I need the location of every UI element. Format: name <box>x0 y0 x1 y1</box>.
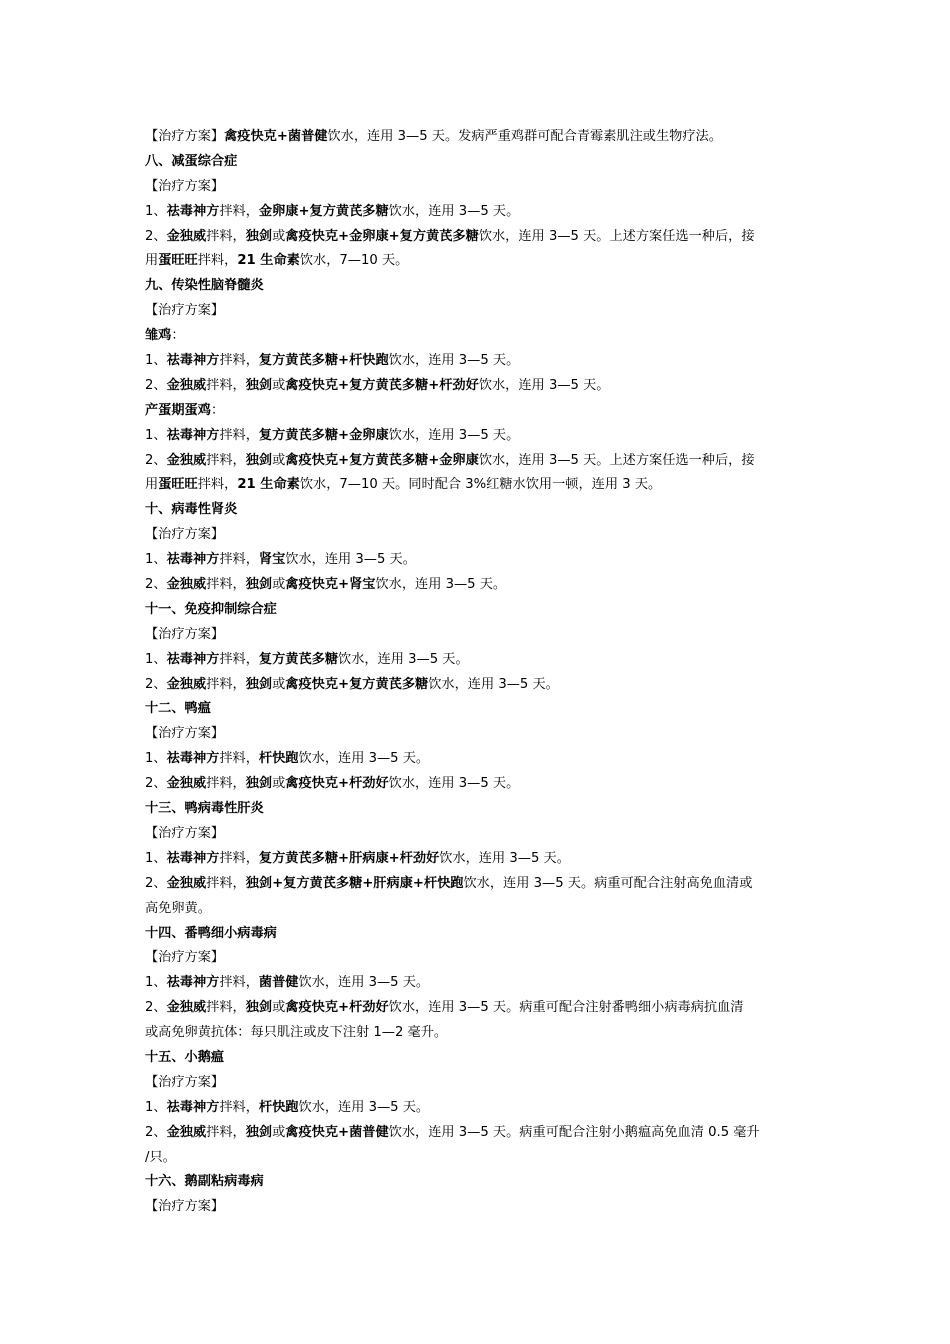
text-segment: 2、 <box>145 1124 167 1140</box>
text-line <box>145 648 815 673</box>
text-segment: 或 <box>272 1124 286 1140</box>
text-segment: 饮水，连用 3—5 天。 <box>439 850 570 866</box>
text-segment: 拌料， <box>197 477 238 493</box>
text-segment: 或 <box>272 776 286 792</box>
bold-term: 禽疫快克+菌普健 <box>285 1124 389 1140</box>
text-segment: 饮水，连用 3—5 天。病重可配合注射番鸭细小病毒病抗血清 <box>388 1000 744 1016</box>
text-line <box>145 1096 815 1121</box>
text-segment: 1、 <box>145 552 167 568</box>
text-line <box>145 349 815 374</box>
bold-term: 祛毒神方 <box>166 751 220 767</box>
bold-term: 金独威 <box>166 1124 207 1140</box>
text-segment: 拌料， <box>219 975 259 991</box>
bold-term: 肾宝 <box>258 552 286 568</box>
text-segment: 饮水，连用 3—5 天。 <box>388 427 520 443</box>
text-segment: 饮水，连用 3—5 天。 <box>388 203 520 219</box>
text-segment: 拌料， <box>219 751 259 767</box>
bold-term: 九、传染性脑脊髓炎 <box>145 278 264 294</box>
bold-term: 独剑 <box>245 676 273 692</box>
text-segment: 【治疗方案】 <box>145 129 225 144</box>
text-segment: 饮水，连用 3—5 天。 <box>388 776 520 792</box>
text-line <box>145 125 815 150</box>
text-segment: 拌料， <box>206 452 246 468</box>
text-segment: 【治疗方案】 <box>145 527 225 543</box>
bold-term: 十三、鸭病毒性肝炎 <box>145 801 264 817</box>
bold-term: 禽疫快克+杆劲好 <box>285 1000 389 1016</box>
bold-term: 蛋旺旺 <box>158 477 198 493</box>
bold-term: 独剑 <box>245 228 273 244</box>
text-segment: 饮水，连用 3—5 天。 <box>298 975 430 991</box>
bold-term: 产蛋期蛋鸡 <box>145 402 211 418</box>
text-segment: 拌料， <box>219 552 259 568</box>
bold-term: 禽疫快克+复方黄芪多糖+金卵康 <box>285 452 479 468</box>
text-line <box>145 548 815 573</box>
text-segment: /只。 <box>145 1149 176 1165</box>
text-segment: 饮水，连用 3—5 天。 <box>285 552 416 568</box>
text-line <box>145 249 815 274</box>
text-line <box>145 971 815 996</box>
document-page <box>145 125 815 1220</box>
bold-term: 十四、番鸭细小病毒病 <box>145 925 277 941</box>
bold-term: 复方黄芪多糖+金卵康 <box>258 427 389 443</box>
text-line <box>145 1021 815 1046</box>
text-segment: 饮水，连用 3—5 天。上述方案任选一种后，接 <box>478 228 755 244</box>
text-segment: 或 <box>272 228 286 244</box>
text-segment: 饮水，连用 3—5 天。 <box>298 1099 430 1115</box>
text-line <box>145 424 815 449</box>
text-line <box>145 673 815 698</box>
bold-term: 菌普健 <box>258 975 299 991</box>
bold-term: 金独威 <box>166 776 207 792</box>
section-heading <box>145 797 815 822</box>
text-segment: 拌料， <box>206 577 246 593</box>
text-segment: 2、 <box>145 875 167 891</box>
bold-term: 独剑 <box>245 1124 273 1140</box>
text-line <box>145 175 815 200</box>
text-segment: 饮水，连用 3—5 天。病重可配合注射小鹅瘟高免血清 0.5 毫升 <box>388 1124 760 1140</box>
bold-term: 复方黄芪多糖+肝病康+杆劲好 <box>258 850 440 866</box>
bold-term: 祛毒神方 <box>166 353 220 369</box>
text-segment: 饮水，连用 3—5 天。 <box>388 353 520 369</box>
text-segment: 或 <box>272 1000 286 1016</box>
bold-term: 独剑+复方黄芪多糖+肝病康+杆快跑 <box>245 875 464 891</box>
text-segment: 1、 <box>145 1099 167 1115</box>
text-line <box>145 573 815 598</box>
text-segment: 拌料， <box>219 651 259 667</box>
text-segment: 【治疗方案】 <box>145 626 225 642</box>
text-line <box>145 399 815 424</box>
bold-term: 十五、小鹅瘟 <box>145 1049 225 1065</box>
section-heading <box>145 150 815 175</box>
text-segment: 2、 <box>145 776 167 792</box>
text-line <box>145 847 815 872</box>
text-segment: 用 <box>145 253 159 269</box>
text-segment: 2、 <box>145 577 167 593</box>
bold-term: 金独威 <box>166 875 207 891</box>
bold-term: 十二、鸭瘟 <box>145 701 211 717</box>
text-segment: 饮水，连用 3—5 天。病重可配合注射高免血清或 <box>463 875 753 891</box>
text-line <box>145 1121 815 1146</box>
bold-term: 金卵康+复方黄芪多糖 <box>258 203 389 219</box>
text-segment: 1、 <box>145 427 167 443</box>
text-line <box>145 1195 815 1220</box>
bold-term: 祛毒神方 <box>166 850 220 866</box>
bold-term: 独剑 <box>245 452 273 468</box>
text-line <box>145 747 815 772</box>
text-segment: 拌料， <box>219 850 259 866</box>
text-segment: 用 <box>145 477 159 493</box>
bold-term: 祛毒神方 <box>166 203 220 219</box>
text-line <box>145 623 815 648</box>
text-segment: 饮水，连用 3—5 天。发病严重鸡群可配合青霉素肌注或生物疗法。 <box>327 129 722 144</box>
text-segment: 1、 <box>145 651 167 667</box>
bold-term: 独剑 <box>245 776 273 792</box>
text-segment: 1、 <box>145 203 167 219</box>
bold-term: 独剑 <box>245 577 273 593</box>
text-line <box>145 1071 815 1096</box>
bold-term: 金独威 <box>166 452 207 468</box>
bold-term: 祛毒神方 <box>166 552 220 568</box>
text-segment: 2、 <box>145 676 167 692</box>
text-segment: 【治疗方案】 <box>145 825 225 841</box>
text-segment: 或 <box>272 577 286 593</box>
text-segment: 或 <box>272 452 286 468</box>
text-line <box>145 822 815 847</box>
text-segment: 拌料， <box>219 1099 259 1115</box>
section-heading <box>145 1046 815 1071</box>
text-line <box>145 449 815 474</box>
bold-term: 祛毒神方 <box>166 975 220 991</box>
text-segment: 饮水，连用 3—5 天。 <box>298 751 430 767</box>
text-segment: 1、 <box>145 975 167 991</box>
bold-term: 杆快跑 <box>258 1099 299 1115</box>
text-segment: 拌料， <box>219 203 259 219</box>
text-segment: ： <box>171 328 185 344</box>
bold-term: 禽疫快克+杆劲好 <box>285 776 389 792</box>
text-segment: 拌料， <box>206 875 246 891</box>
text-segment: 拌料， <box>206 676 246 692</box>
text-segment: 或 <box>272 676 286 692</box>
text-line <box>145 225 815 250</box>
bold-term: 禽疫快克+金卵康+复方黄芪多糖 <box>285 228 479 244</box>
text-segment: 拌料， <box>206 776 246 792</box>
bold-term: 独剑 <box>245 377 273 393</box>
bold-term: 金独威 <box>166 228 207 244</box>
bold-term: 祛毒神方 <box>166 651 220 667</box>
text-segment: 饮水，7—10 天。同时配合 3%红糖水饮用一顿，连用 3 天。 <box>299 477 662 493</box>
text-segment: 饮水，连用 3—5 天。 <box>375 577 507 593</box>
bold-term: 十一、免疫抑制综合症 <box>145 601 277 617</box>
text-segment: 拌料， <box>206 1124 246 1140</box>
text-segment: 1、 <box>145 850 167 866</box>
text-segment: 拌料， <box>206 1000 246 1016</box>
bold-term: 复方黄芪多糖+杆快跑 <box>258 353 389 369</box>
text-line <box>145 299 815 324</box>
text-segment: 饮水，7—10 天。 <box>299 253 409 269</box>
bold-term: 金独威 <box>166 676 207 692</box>
bold-term: 蛋旺旺 <box>158 253 198 269</box>
bold-term: 十六、鹅副粘病毒病 <box>145 1174 264 1190</box>
text-segment: 2、 <box>145 452 167 468</box>
text-segment: 拌料， <box>219 427 259 443</box>
text-segment: 饮水，连用 3—5 天。 <box>478 377 610 393</box>
text-segment: 饮水，连用 3—5 天。 <box>338 651 469 667</box>
bold-term: 复方黄芪多糖 <box>258 651 339 667</box>
bold-term: 杆快跑 <box>258 751 299 767</box>
bold-term: 十、病毒性肾炎 <box>145 502 238 518</box>
text-segment: 2、 <box>145 1000 167 1016</box>
text-segment: 【治疗方案】 <box>145 303 225 319</box>
bold-term: 祛毒神方 <box>166 427 220 443</box>
bold-term: 八、减蛋综合症 <box>145 153 238 169</box>
text-line <box>145 722 815 747</box>
text-segment: 【治疗方案】 <box>145 178 225 194</box>
text-line <box>145 324 815 349</box>
text-segment: 高免卵黄。 <box>145 900 211 916</box>
text-segment: 或 <box>272 377 286 393</box>
text-segment: 2、 <box>145 228 167 244</box>
bold-term: 金独威 <box>166 377 207 393</box>
text-line <box>145 1146 815 1171</box>
text-segment: 饮水，连用 3—5 天。上述方案任选一种后，接 <box>478 452 755 468</box>
bold-term: 21 生命素 <box>237 477 300 493</box>
section-heading <box>145 498 815 523</box>
text-line <box>145 872 815 897</box>
section-heading <box>145 598 815 623</box>
text-line <box>145 200 815 225</box>
bold-term: 禽疫快克+复方黄芪多糖 <box>285 676 429 692</box>
text-segment: 拌料， <box>197 253 238 269</box>
text-line <box>145 996 815 1021</box>
text-line <box>145 772 815 797</box>
text-line <box>145 473 815 498</box>
bold-term: 禽疫快克+肾宝 <box>285 577 376 593</box>
bold-term: 21 生命素 <box>237 253 300 269</box>
bold-term: 祛毒神方 <box>166 1099 220 1115</box>
bold-term: 独剑 <box>245 1000 273 1016</box>
text-segment: 饮水，连用 3—5 天。 <box>428 676 559 692</box>
section-heading <box>145 697 815 722</box>
bold-term: 金独威 <box>166 1000 207 1016</box>
section-heading <box>145 922 815 947</box>
text-segment: ： <box>210 402 225 418</box>
text-segment: 2、 <box>145 377 167 393</box>
bold-term: 禽疫快克+复方黄芪多糖+杆劲好 <box>285 377 479 393</box>
text-segment: 【治疗方案】 <box>145 726 225 742</box>
text-line <box>145 897 815 922</box>
text-segment: 【治疗方案】 <box>145 950 225 966</box>
bold-term: 金独威 <box>166 577 207 593</box>
section-heading <box>145 274 815 299</box>
section-heading <box>145 1170 815 1195</box>
text-line <box>145 374 815 399</box>
text-segment: 1、 <box>145 751 167 767</box>
text-segment: 或高免卵黄抗体：每只肌注或皮下注射 1—2 毫升。 <box>145 1025 448 1041</box>
text-segment: 拌料， <box>219 353 259 369</box>
text-segment: 拌料， <box>206 228 246 244</box>
bold-term: 雏鸡 <box>145 328 172 344</box>
text-segment: 【治疗方案】 <box>145 1199 225 1215</box>
text-segment: 【治疗方案】 <box>145 1074 225 1090</box>
text-line <box>145 523 815 548</box>
bold-term: 禽疫快克+菌普健 <box>224 129 328 144</box>
text-line <box>145 946 815 971</box>
text-segment: 1、 <box>145 353 167 369</box>
text-segment: 拌料， <box>206 377 246 393</box>
